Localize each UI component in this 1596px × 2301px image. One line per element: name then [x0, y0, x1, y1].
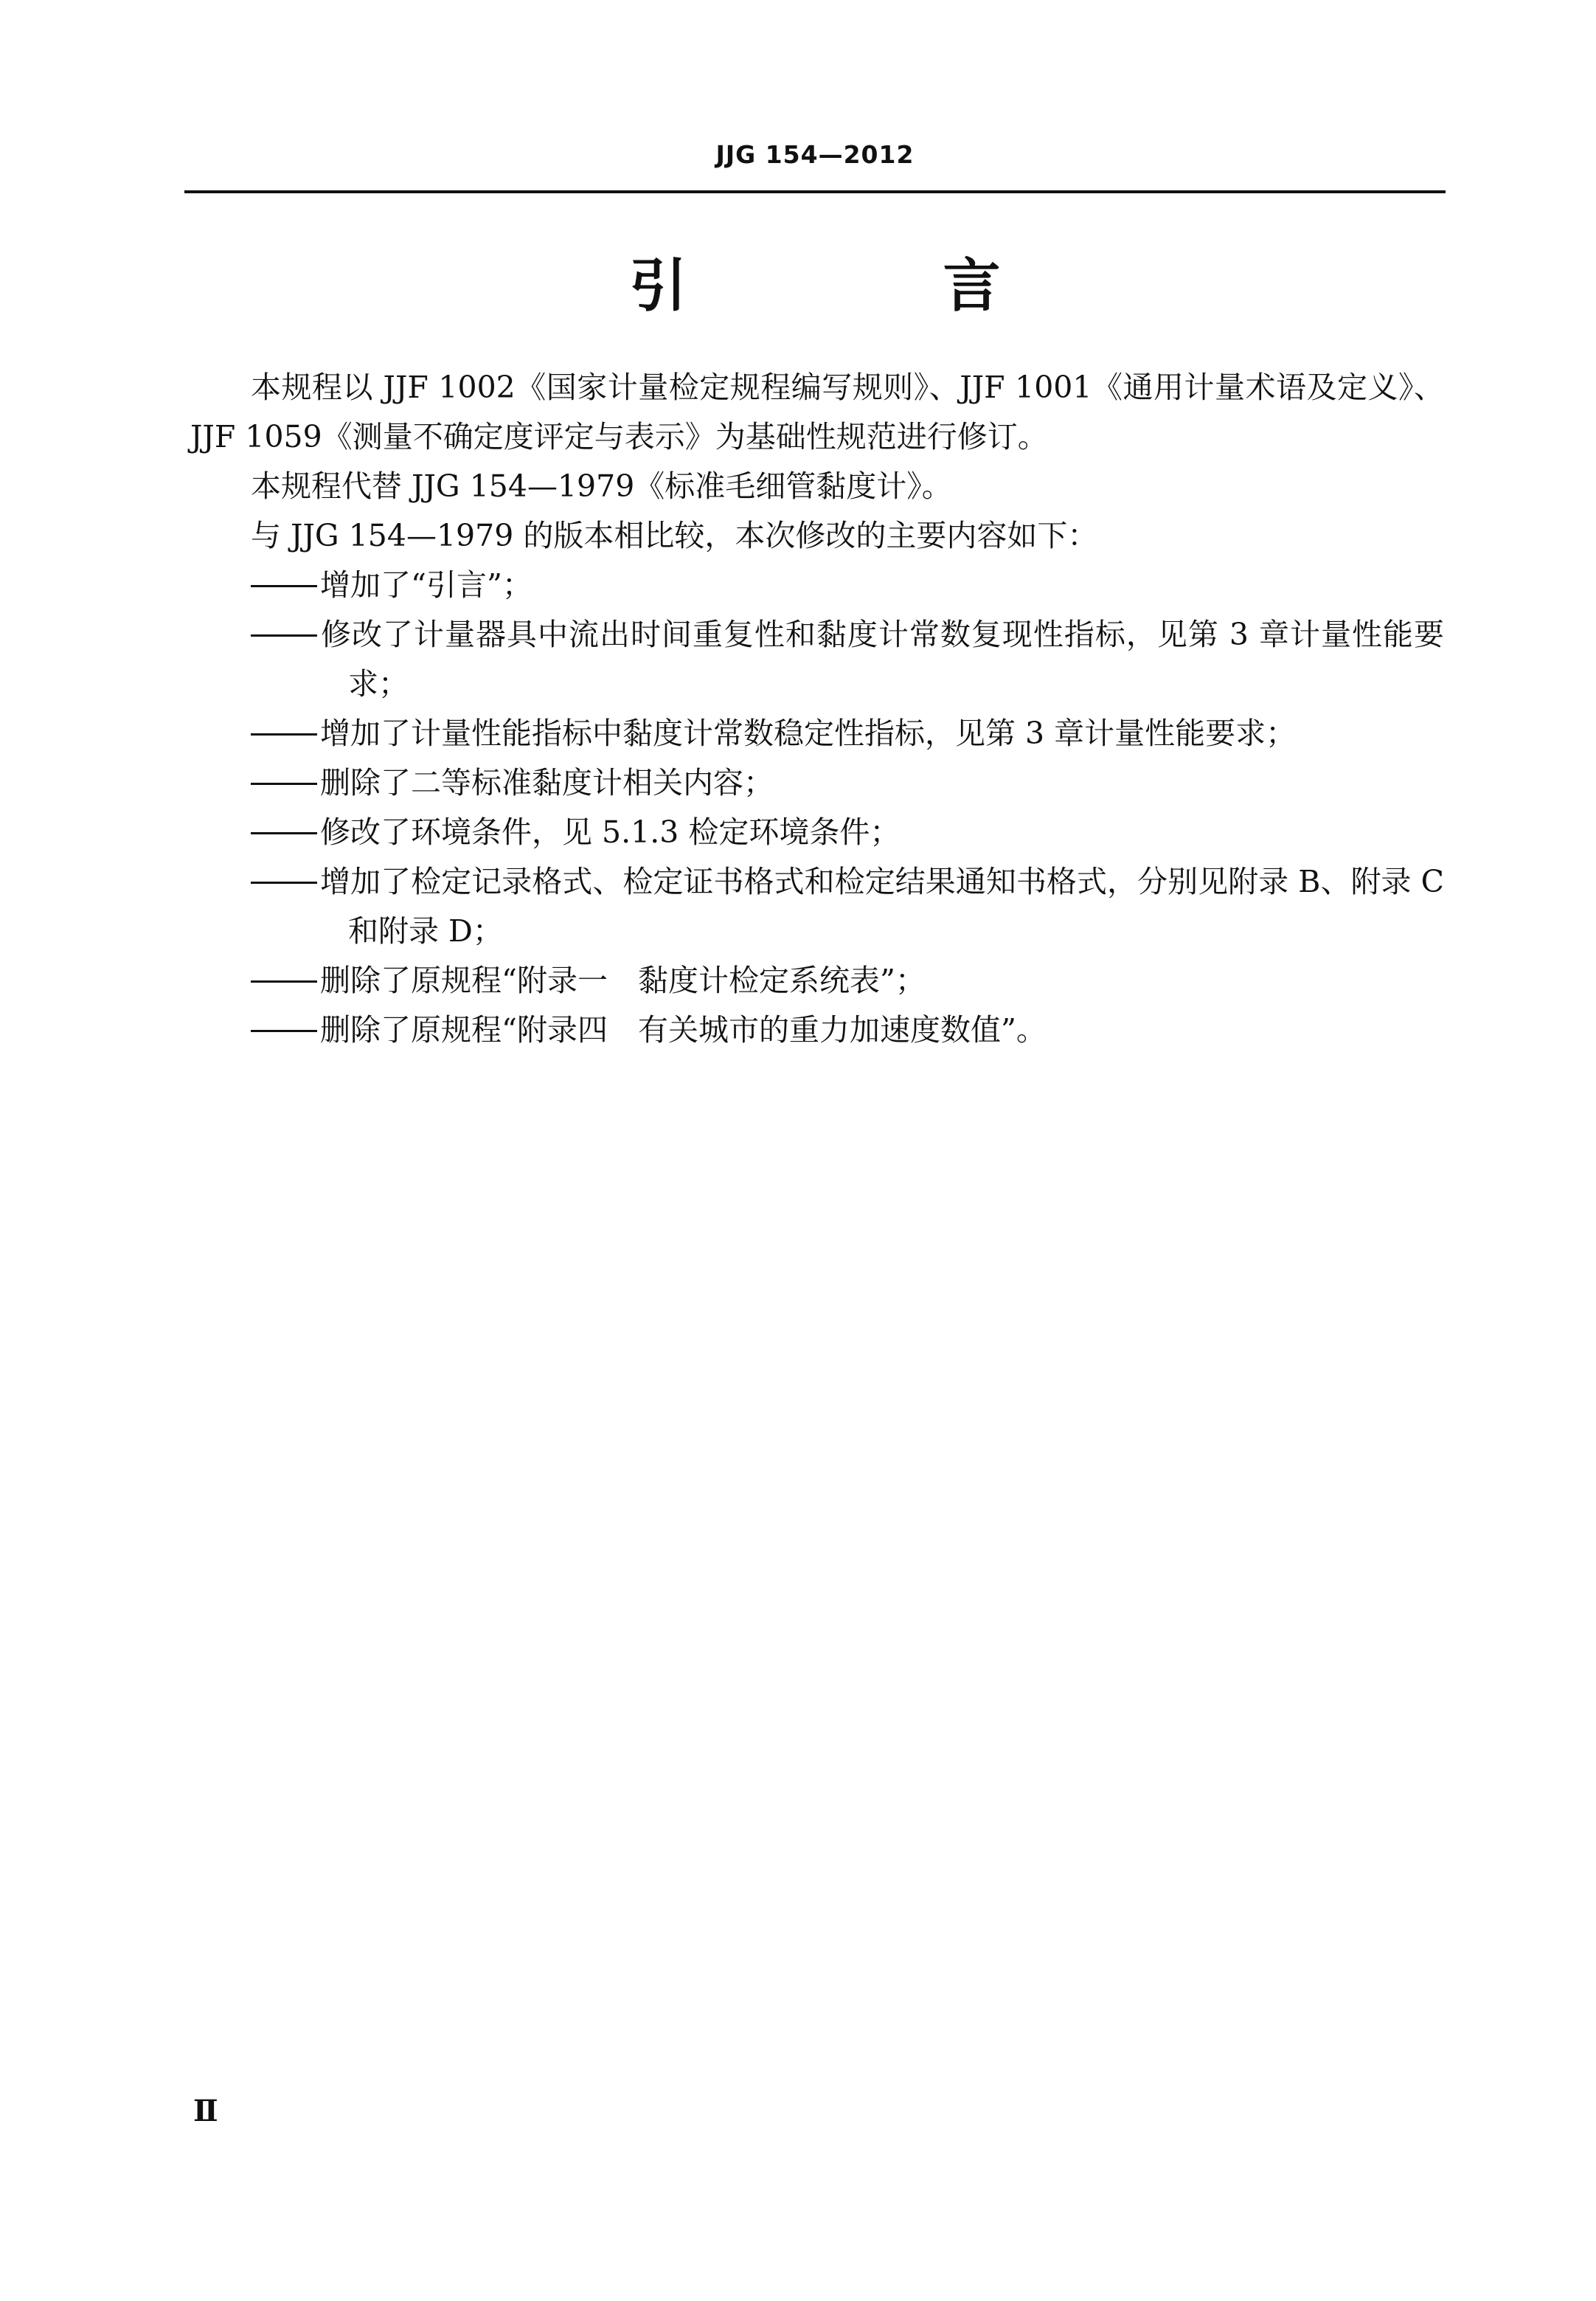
change-item-text: 修改了计量器具中流出时间重复性和黏度计常数复现性指标，见第 3 章计量性能要求； [320, 617, 1444, 702]
dash-mark [251, 980, 317, 983]
intro-paragraph-comparison: 与 JJG 154—1979 的版本相比较，本次修改的主要内容如下： [251, 518, 1098, 553]
dash-mark [251, 634, 317, 637]
dash-mark [251, 1030, 317, 1032]
change-item-text: 增加了“引言”； [320, 567, 532, 603]
change-item-text: 增加了检定记录格式、检定证书格式和检定结果通知书格式，分别见附录 B、附录 C 和附录 D； [320, 864, 1444, 949]
change-item [251, 956, 1444, 1006]
change-item [251, 610, 1444, 709]
change-item-text: 增加了计量性能指标中黏度计常数稳定性指标，见第 3 章计量性能要求； [320, 716, 1297, 751]
change-item [251, 857, 1444, 956]
change-item [251, 758, 1444, 808]
page-number: Ⅱ [193, 2094, 218, 2128]
change-item-text: 修改了环境条件，见 5.1.3 检定环境条件； [320, 814, 901, 850]
change-item [251, 808, 1444, 857]
dash-mark [251, 882, 317, 884]
main-text [190, 363, 1444, 1055]
dash-mark [251, 832, 317, 834]
header-rule [184, 190, 1446, 193]
dash-mark [251, 733, 317, 736]
change-item-text: 删除了原规程“附录四 有关城市的重力加速度数值”。 [320, 1012, 1047, 1048]
page-title: 引 言 [629, 253, 1119, 319]
change-item [251, 709, 1444, 758]
intro-paragraph-basis: 本规程以 JJF 1002《国家计量检定规程编写规则》、JJF 1001《通用计量术语及定义》、JJF 1059《测量不确定度评定与表示》为基础性规范进行修订。 [190, 370, 1444, 454]
dash-mark [251, 585, 317, 587]
dash-mark [251, 783, 317, 785]
change-item-text: 删除了二等标准黏度计相关内容； [320, 765, 774, 800]
document-code-header: JJG 154—2012 [715, 140, 915, 169]
intro-paragraph-replaces: 本规程代替 JJG 154—1979《标准毛细管黏度计》。 [251, 468, 952, 504]
change-item-text: 删除了原规程“附录一 黏度计检定系统表”； [320, 963, 926, 998]
change-item [251, 561, 1444, 610]
change-item [251, 1006, 1444, 1055]
